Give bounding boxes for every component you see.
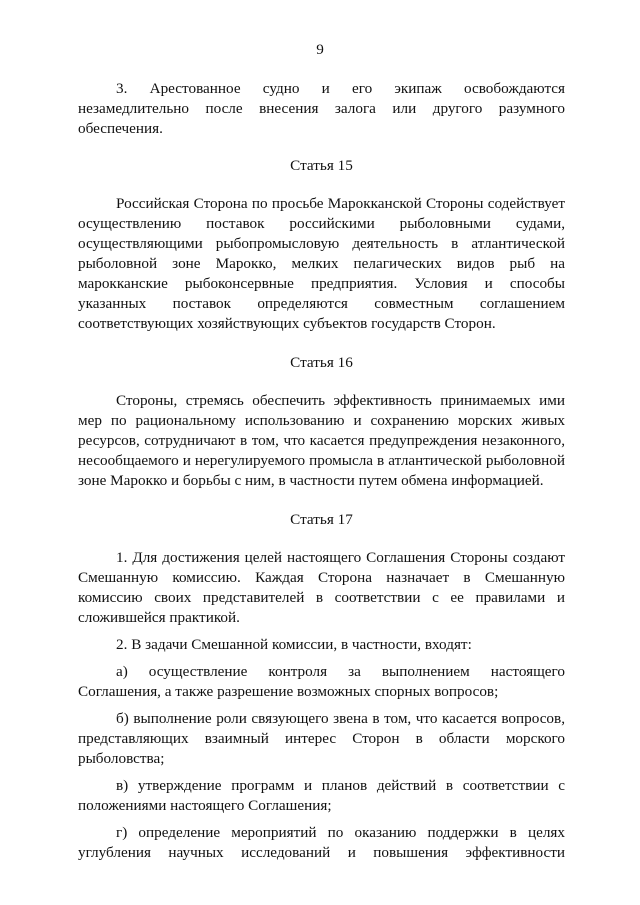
article-17-item-c: в) утверждение программ и планов действий в соответствии с положениями настоящего Соглашения;: [78, 777, 565, 814]
article-17-heading: Статья 17: [290, 511, 353, 528]
article-16-paragraph: Стороны, стремясь обеспечить эффективность принимаемых ими мер по рациональному использованию и сохранению морских живых ресурсов, сотрудничают в том, что касается предупреждения незаконного, несообщаемого и нерегулируемого промысла в атлантической рыболовной зоне Марокко и борьбы с ним, в частности путем обмена информацией.: [78, 392, 565, 489]
article-17-item-d: г) определение мероприятий по оказанию поддержки в целях углубления научных исследований и повышения эффективности: [78, 824, 565, 861]
document-body: [78, 79, 565, 863]
article-17-paragraph-1: 1. Для достижения целей настоящего Соглашения Стороны создают Смешанную комиссию. Каждая Сторона назначает в Смешанную комиссию своих представителей в соответствии с ее правилами и сложившейся практикой.: [78, 549, 565, 626]
article-17-item-a: а) осуществление контроля за выполнением настоящего Соглашения, а также разрешение возможных спорных вопросов;: [78, 663, 565, 700]
page-number: 9: [316, 41, 324, 58]
article-15-heading: Статья 15: [290, 157, 353, 174]
article-16-heading: Статья 16: [290, 354, 353, 371]
article-14-paragraph-3: 3. Арестованное судно и его экипаж освобождаются незамедлительно после внесения залога или другого разумного обеспечения.: [78, 80, 565, 137]
article-17-paragraph-2: 2. В задачи Смешанной комиссии, в частности, входят:: [116, 636, 472, 653]
article-17-item-b: б) выполнение роли связующего звена в том, что касается вопросов, представляющих взаимный интерес Сторон в области морского рыболовства;: [78, 710, 565, 767]
article-15-paragraph: Российская Сторона по просьбе Марокканской Стороны содействует осуществлению поставок российскими рыболовными судами, осуществляющими рыбопромысловую деятельность в атлантической рыболовной зоне Марокко, мелких пелагических видов рыб на марокканские рыбоконсервные предприятия. Условия и способы указанных поставок определяются совместным соглашением соответствующих хозяйствующих субъектов государств Сторон.: [78, 195, 565, 332]
